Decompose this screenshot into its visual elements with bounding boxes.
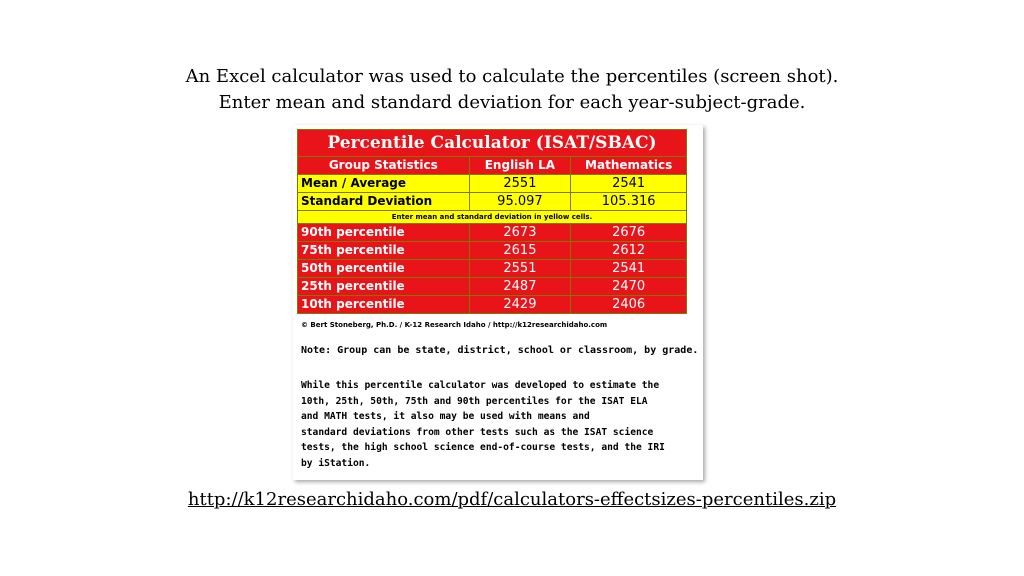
percentile-calculator-table [297,129,687,314]
percentile-label: 25th percentile [298,278,470,296]
percentile-row [298,242,687,260]
paragraph-line: by iStation. [301,457,371,469]
paragraph-line: While this percentile calculator was developed to estimate the [301,380,660,391]
percentile-row [298,224,687,242]
mean-ela-cell[interactable]: 2551 [469,175,571,193]
calculator-screenshot [293,125,703,480]
paragraph-line: standard deviations from other tests such as the ISAT science [301,426,654,438]
header-mathematics: Mathematics [571,157,687,175]
sd-ela-cell[interactable]: 95.097 [469,193,571,211]
download-link[interactable]: http://k12researchidaho.com/pdf/calculators-effectsizes-percentiles.zip [187,489,837,510]
copyright-line: © Bert Stoneberg, Ph.D. / K-12 Research Idaho / http://k12researchidaho.com [301,321,608,329]
percentile-ela-value: 2551 [469,260,571,278]
group-note: Note: Group can be state, district, school or classroom, by grade. [301,345,699,356]
stat-row-sd [298,193,687,211]
percentile-ela-value: 2429 [469,296,571,314]
percentile-label: 75th percentile [298,242,470,260]
heading-line-2: Enter mean and standard deviation for each year-subject-grade. [218,92,806,113]
percentile-label: 50th percentile [298,260,470,278]
mean-math-cell[interactable]: 2541 [571,175,687,193]
percentile-math-value: 2406 [571,296,687,314]
sd-math-cell[interactable]: 105.316 [571,193,687,211]
percentile-ela-value: 2487 [469,278,571,296]
percentile-row [298,296,687,314]
heading-line-1: An Excel calculator was used to calculate the percentiles (screen shot). [185,66,839,87]
percentile-label: 90th percentile [298,224,470,242]
percentile-label: 10th percentile [298,296,470,314]
stat-row-mean [298,175,687,193]
percentile-ela-value: 2673 [469,224,571,242]
percentile-row [298,260,687,278]
percentile-math-value: 2541 [571,260,687,278]
percentile-math-value: 2612 [571,242,687,260]
header-english-la: English LA [469,157,571,175]
paragraph-line: 10th, 25th, 50th, 75th and 90th percentiles for the ISAT ELA [301,395,648,407]
stat-label: Mean / Average [298,175,470,193]
calculator-title: Percentile Calculator (ISAT/SBAC) [298,130,687,157]
usage-paragraph [301,378,701,471]
paragraph-line: and MATH tests, it also may be used with means and [301,411,590,422]
percentile-math-value: 2676 [571,224,687,242]
instruction-note: Enter mean and standard deviation in yellow cells. [298,211,687,224]
stat-label: Standard Deviation [298,193,470,211]
header-group-statistics: Group Statistics [298,157,470,175]
percentile-math-value: 2470 [571,278,687,296]
slide-heading [0,64,1024,116]
percentile-ela-value: 2615 [469,242,571,260]
paragraph-line: tests, the high school science end-of-course tests, and the IRI [301,442,665,453]
percentile-row [298,278,687,296]
